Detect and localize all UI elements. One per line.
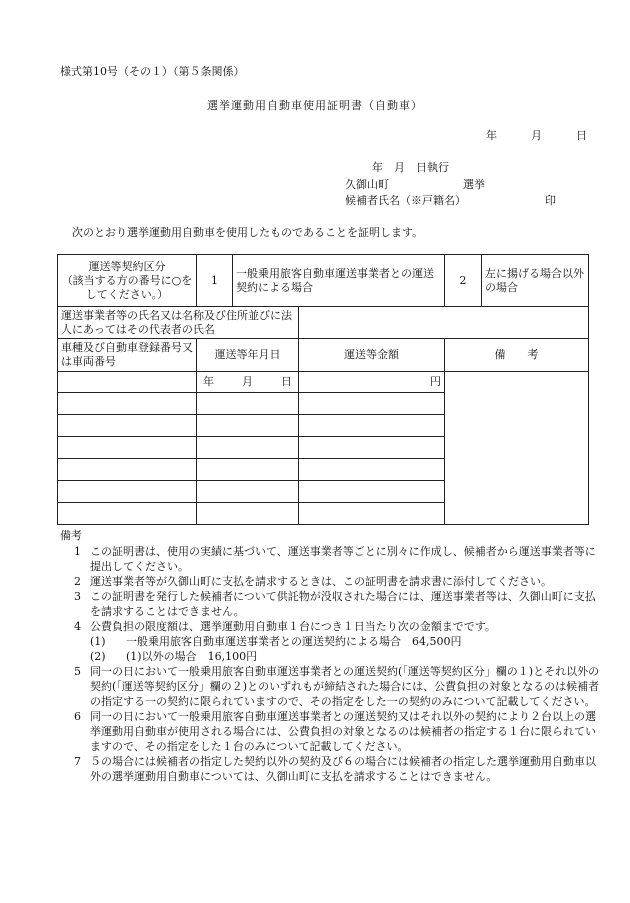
town-name: 久御山町 (345, 178, 389, 191)
note-number: 1 (74, 545, 81, 558)
date-cell[interactable] (197, 393, 299, 415)
note-number: 5 (74, 665, 81, 678)
amount-cell[interactable] (299, 437, 445, 459)
note-number: 2 (74, 575, 81, 588)
vehicle-cell[interactable] (58, 459, 197, 481)
note-item (60, 754, 600, 784)
note-sub-item (60, 649, 600, 664)
note-text: 同一の日において一般乗用旅客自動車運送事業者との運送契約(「運送等契約区分」欄の１)とそれ以外の契約(「運送等契約区分」欄の２)とのいずれもが締結された場合には、公費負担の対象となるのは候補者の指定する一の契約に限られていますので、その指定をした一の契約のみについて記載してください。 (90, 665, 600, 708)
amount-cell[interactable] (299, 503, 445, 525)
column-header-row (58, 339, 589, 372)
date-cell-day: 日 (281, 375, 292, 388)
amount-cell[interactable] (299, 481, 445, 503)
date-year: 年 (486, 129, 497, 142)
note-text: この証明書を発行した候補者について供託物が没収された場合には、運送事業者等は、久御山町に支払を請求することはできません。 (90, 590, 596, 618)
contract-type-label: 運送等契約区分 （該当する方の番号に○をしてください。） (58, 255, 197, 307)
sub-item-text: (1)以外の場合 16,100円 (126, 650, 258, 663)
date-cell-year: 年 (203, 375, 214, 388)
option-2-number[interactable]: 2 (445, 255, 482, 307)
date-day: 日 (576, 129, 587, 142)
note-item (60, 619, 600, 634)
notes-heading: 備考 (60, 529, 82, 542)
issue-date (486, 128, 587, 143)
vehicle-cell[interactable] (58, 437, 197, 459)
document-title: 選挙運動用自動車使用証明書（自動車） (207, 99, 423, 112)
date-header: 運送等年月日 (197, 339, 299, 372)
option-1-number[interactable]: 1 (197, 255, 233, 307)
note-text: 運送事業者等が久御山町に支払を請求するときは、この証明書を請求書に添付してください。 (90, 575, 552, 588)
operator-label: 運送事業者等の氏名又は名称及び住所並びに法人にあってはその代表者の氏名 (58, 307, 299, 339)
note-number: 7 (74, 755, 81, 768)
vehicle-cell[interactable] (58, 481, 197, 503)
amount-cell[interactable] (299, 372, 445, 393)
table-row (58, 372, 589, 393)
vehicle-cell[interactable] (58, 372, 197, 393)
note-item (60, 709, 600, 754)
amount-cell[interactable] (299, 415, 445, 437)
vehicle-cell[interactable] (58, 393, 197, 415)
note-number: 3 (74, 590, 81, 603)
intro-text: 次のとおり選挙運動用自動車を使用したものであることを証明します。 (72, 226, 424, 239)
date-cell[interactable] (197, 459, 299, 481)
sub-item-label: (1) (90, 635, 106, 648)
vehicle-header: 車種及び自動車登録番号又は車両番号 (58, 339, 197, 372)
note-item (60, 544, 600, 574)
vehicle-cell[interactable] (58, 415, 197, 437)
candidate-name-label: 候補者氏名（※戸籍名） (345, 194, 466, 207)
note-number: 4 (74, 620, 81, 633)
option-2-text[interactable]: 左に揚げる場合以外の場合 (482, 255, 589, 307)
date-cell[interactable] (197, 503, 299, 525)
contract-type-row (58, 255, 589, 307)
sub-item-text: 一般乗用旅客自動車運送事業者との運送契約による場合 64,500円 (126, 635, 462, 648)
remarks-header: 備 考 (445, 339, 589, 372)
vehicle-usage-table (57, 254, 589, 525)
date-cell[interactable] (197, 437, 299, 459)
election-name: 選挙 (463, 178, 485, 191)
operator-value[interactable] (299, 307, 589, 339)
date-month: 月 (531, 129, 542, 142)
note-item (60, 664, 600, 709)
note-text: この証明書は、使用の実績に基づいて、運送事業者等ごとに別々に作成し、候補者から運送事業者等に提出してください。 (90, 545, 596, 573)
remarks-cell[interactable] (445, 372, 589, 525)
vehicle-cell[interactable] (58, 503, 197, 525)
form-number: 様式第10号（その１）（第５条関係） (60, 65, 245, 78)
amount-header: 運送等金額 (299, 339, 445, 372)
amount-cell[interactable] (299, 393, 445, 415)
date-cell[interactable] (197, 481, 299, 503)
note-text: ５の場合には候補者の指定した契約以外の契約及び６の場合には候補者の指定した選挙運動用自動車以外の選挙運動用自動車については、久御山町に支払を請求することはできません。 (90, 755, 596, 783)
election-date: 年 月 日執行 (372, 161, 449, 174)
amount-cell[interactable] (299, 459, 445, 481)
date-cell-month: 月 (242, 375, 253, 388)
note-number: 6 (74, 710, 81, 723)
operator-row (58, 307, 589, 339)
note-item (60, 574, 600, 589)
date-cell[interactable] (197, 372, 299, 393)
sub-item-label: (2) (90, 650, 106, 663)
yen-unit: 円 (430, 375, 441, 388)
notes-section (60, 528, 600, 784)
option-1-text[interactable]: 一般乗用旅客自動車運送事業者との運送契約による場合 (233, 255, 445, 307)
note-sub-item (60, 634, 600, 649)
note-text: 同一の日において一般乗用旅客自動車運送事業者との運送契約又はそれ以外の契約により２台以上の選挙運動用自動車が使用される場合には、公費負担の対象となるのは候補者の指定する１台に限られていますので、その指定をした１台のみについて記載してください。 (90, 710, 596, 753)
note-text: 公費負担の限度額は、選挙運動用自動車１台につき１日当たり次の金額までです。 (90, 620, 496, 633)
seal-mark: 印 (545, 194, 556, 207)
date-cell[interactable] (197, 415, 299, 437)
note-item (60, 589, 600, 619)
